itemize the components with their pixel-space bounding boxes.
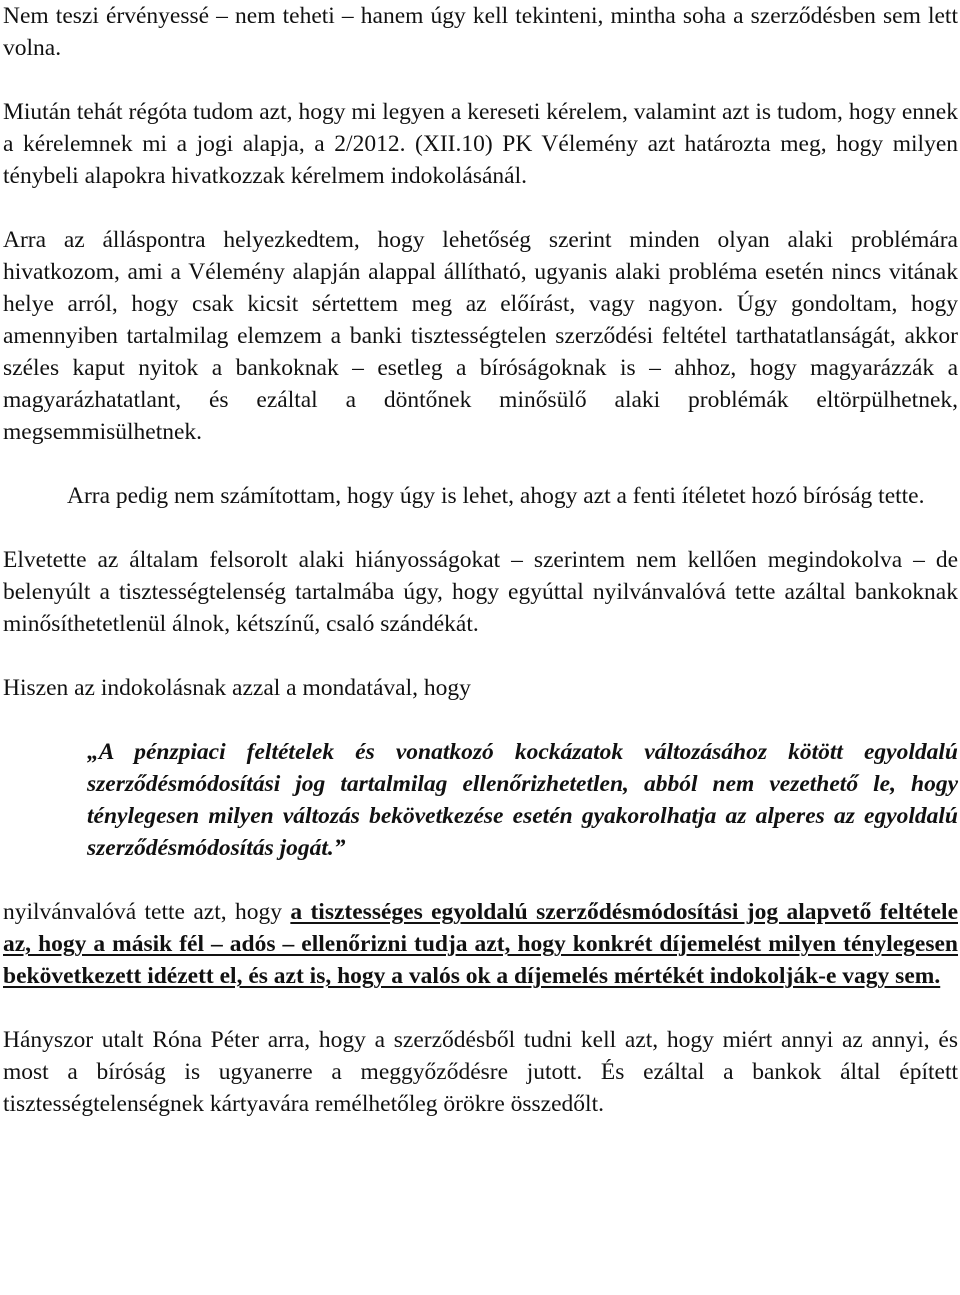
document-page (3, 0, 958, 1120)
paragraph-reasoning-intro: Hiszen az indokolásnak azzal a mondatával, hogy (3, 675, 471, 701)
paragraph-conclusion (3, 896, 958, 992)
paragraph-formal-problems: Arra az álláspontra helyezkedtem, hogy lehetőség szerint minden olyan alaki problémára hivatkozom, ami a Vélemény alapján alappal állítható, ugyanis alaki probléma esetén nincs vitának helye arról, hogy csak kicsit sértettem meg az előírást, vagy nagyon. Úgy gondoltam, hogy amennyiben tartalmilag elemzem a banki tisztességtelen szerződési feltétel tarthatatlanságát, akkor széles kaput nyitok a bankoknak – esetleg a bíróságoknak is – ahhoz, hogy magyarázzák a magyarázhatatlant, és ezáltal a döntőnek minősülő alaki problémák eltörpülhetnek, megsemmisülhetnek. (3, 227, 958, 445)
paragraph-rona-peter: Hányszor utalt Róna Péter arra, hogy a szerződésből tudni kell azt, hogy miért annyi az annyi, és most a bíróság is ugyanerre a meggyőződésre jutott. És ezáltal a bankok által épített tisztességtelenségnek kártyavára remélhetőleg örökre összedőlt. (3, 1027, 958, 1117)
paragraph-rejection: Elvetette az általam felsorolt alaki hiányosságokat – szerintem nem kellően megindokolva – de belenyúlt a tisztességtelenség tartalmába úgy, hogy egyúttal nyilvánvalóvá tette azáltal bankoknak minősíthetetlenül álnok, kétszínű, csaló szándékát. (3, 547, 958, 637)
paragraph-invalidity: Nem teszi érvényessé – nem teheti – hanem úgy kell tekinteni, mintha soha a szerződésben sem lett volna. (3, 3, 958, 61)
quoted-ruling: „A pénzpiaci feltételek és vonatkozó kockázatok változásához kötött egyoldalú szerződésmódosítási jog tartalmilag ellenőrizhetetlen, abból nem vezethető le, hogy ténylegesen milyen változás bekövetkezése esetén gyakorolhatja az alperes az egyoldalú szerződésmódosítás jogát.” (87, 739, 958, 861)
paragraph-legal-basis: Miután tehát régóta tudom azt, hogy mi legyen a kereseti kérelem, valamint azt is tudom, hogy ennek a kérelemnek mi a jogi alapja, a 2/2012. (XII.10) PK Vélemény azt határozta meg, hogy milyen ténybeli alapokra hivatkozzak kérelmem indokolásánál. (3, 99, 958, 189)
paragraph-court-action: Arra pedig nem számítottam, hogy úgy is lehet, ahogy azt a fenti ítéletet hozó bíróság tette. (67, 483, 925, 509)
conclusion-underlined-text: a tisztességes egyoldalú szerződésmódosítási jog alapvető feltétele az, hogy a másik fél – adós – ellenőrizni tudja azt, hogy konkrét díjemelést milyen ténylegesen bekövetkezett idézett el, és azt is, hogy a valós ok a díjemelés mértékét indokolják-e vagy sem. (3, 899, 958, 989)
conclusion-lead-text: nyilvánvalóvá tette azt, hogy (3, 899, 291, 925)
